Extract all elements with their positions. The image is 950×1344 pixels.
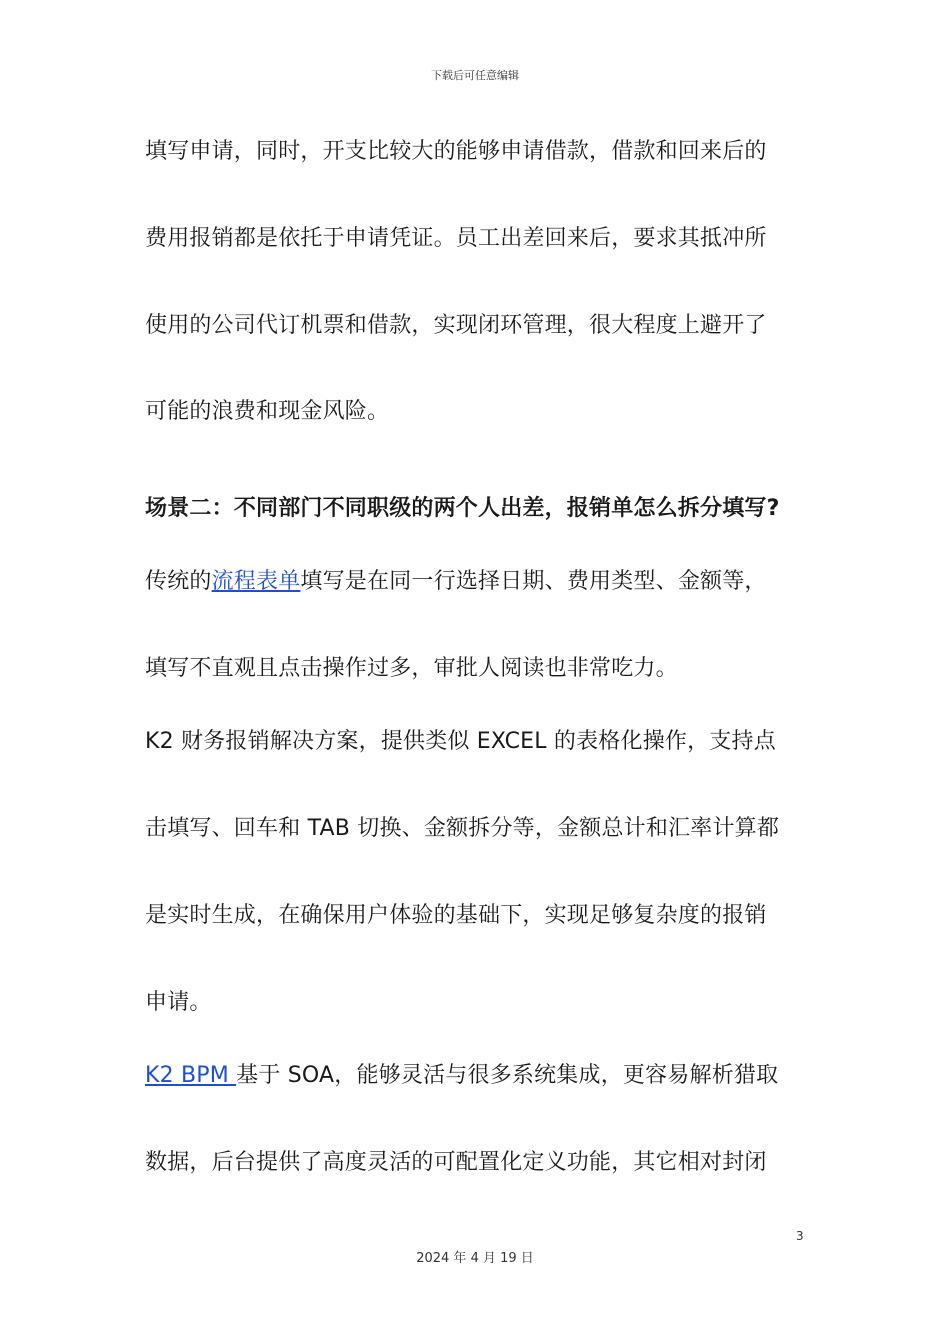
paragraph-line: 费用报销都是依托于申请凭证。员工出差回来后，要求其抵冲所 [145,226,767,251]
paragraph-line: 申请。 [145,990,212,1015]
paragraph-line: 可能的浪费和现金风险。 [145,399,390,424]
text-span: 传统的 [145,569,212,594]
paragraph-line [145,567,767,597]
paragraph-line: 填写申请，同时，开支比较大的能够申请借款，借款和回来后的 [145,139,767,164]
text-span: 填写是在同一行选择日期、费用类型、金额等， [300,569,767,594]
paragraph-line: 数据，后台提供了高度灵活的可配置化定义功能，其它相对封闭 [145,1150,767,1175]
page-number: 3 [796,1229,804,1243]
paragraph-line: 填写不直观且点击操作过多，审批人阅读也非常吃力。 [145,656,678,681]
section-heading: 场景二：不同部门不同职级的两个人出差，报销单怎么拆分填写? [145,496,780,521]
process-form-link[interactable]: 流程表单 [211,569,301,594]
paragraph-line: 击填写、回车和 TAB 切换、金额拆分等，金额总计和汇率计算都 [145,816,780,841]
k2-bpm-link[interactable]: K2 BPM [145,1063,237,1088]
page-header-note: 下载后可任意编辑 [431,69,519,82]
paragraph-line: 使用的公司代订机票和借款，实现闭环管理，很大程度上避开了 [145,313,767,338]
paragraph-line [145,1061,778,1091]
paragraph-line: 是实时生成，在确保用户体验的基础下，实现足够复杂度的报销 [145,903,767,928]
paragraph-line: K2 财务报销解决方案，提供类似 EXCEL 的表格化操作，支持点 [145,729,776,754]
text-span: 基于 SOA，能够灵活与很多系统集成，更容易解析猎取 [236,1063,779,1088]
page-footer-date: 2024 年 4 月 19 日 [416,1251,534,1266]
